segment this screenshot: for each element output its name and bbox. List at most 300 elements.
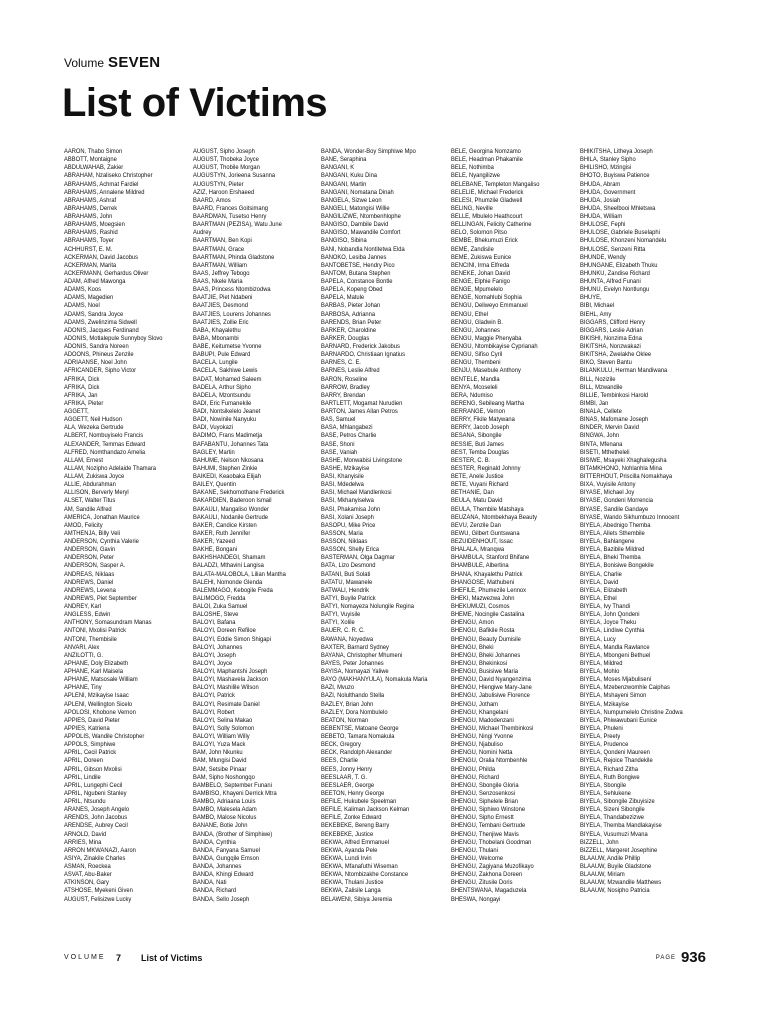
list-item: BANGISO, Mawandile Comfort: [321, 229, 401, 237]
list-item: BANDA, Fanyana Samuel: [193, 846, 260, 854]
list-item: BAATJIES, Lourens Johannes: [193, 310, 271, 318]
list-item: AUGUSTYN, Jorieena Susanna: [193, 172, 276, 180]
list-item: BEME, Zandisile: [451, 245, 494, 253]
list-item: BEMBE, Bhekumuzi Erick: [451, 237, 518, 245]
list-item: ADONIS, Sandra Noreen: [64, 343, 129, 350]
list-item: BEULA, Thembile Matshaya: [451, 505, 524, 513]
list-item: BHENGU, Bheki Johannes: [451, 651, 521, 659]
list-item: BEES, Charlie: [321, 757, 359, 765]
list-item: BIYELA, Phuleni: [580, 724, 623, 732]
list-item: ACHHURST, E. M.: [64, 245, 113, 253]
list-item: BHENGU, Sbongile Gloria: [451, 781, 519, 789]
list-item: ADAM, Alfred Mawonga: [64, 278, 126, 285]
list-item: BIYELA, Mohlo: [580, 668, 620, 675]
list-item: BIEHL, Amy: [580, 310, 612, 318]
list-item: BETE, Vuyani Richard: [451, 481, 509, 489]
list-item: BAIKEDI, Keaobaka Elijah: [193, 473, 261, 480]
list-item: ADAMS, Sandra Joyce: [64, 310, 124, 318]
list-item: BARTON, James Allan Petros: [321, 408, 398, 415]
list-item: BASA, Mhlangabezi: [321, 424, 373, 432]
list-item: ALLAM, Ernest: [64, 456, 103, 464]
list-item: AFRIKA, Dick: [64, 383, 100, 391]
list-item: BLAAUW, Mzwandile Matthews: [580, 879, 662, 887]
list-item: ADONIS, Motlalepule Sunnyboy Slovo: [64, 334, 163, 342]
list-item: BIYELA, Sizeni Sibongile: [580, 806, 645, 814]
list-item: BASI, Mdedelwa: [321, 481, 364, 489]
list-item: BARBOSA, Adrianna: [321, 310, 376, 318]
list-item: BIYELA, Mandla Rawlance: [580, 643, 650, 651]
list-item: BAKAULI, Nodanile Gertrude: [193, 513, 269, 521]
list-item: BEES, Jonny Henry: [321, 765, 373, 773]
list-item: BALOYI, Eddie Simon Shigapi: [193, 635, 271, 643]
list-item: BETE, Anele Justice: [451, 473, 504, 480]
list-item: ANGLESS, Edwin: [64, 611, 111, 619]
list-item: ALFRED, Nomthandazo Amelia: [64, 448, 146, 456]
list-item: BHENGU, Bafikile Rosta: [451, 627, 515, 635]
list-item: BETHANIE, Dan: [451, 489, 494, 497]
list-item: ASMAN, Roeckea: [64, 863, 111, 870]
list-item: BERA, Ndumiso: [451, 391, 493, 399]
list-item: BEKWA, Ayanda Pele: [321, 846, 378, 854]
list-item: BENGE, Elphie Fanigo: [451, 278, 510, 285]
list-item: BAYISA, Nomayazi Yaliwe: [321, 668, 389, 675]
list-item: BENJU, Masebule Anthony: [451, 367, 521, 375]
list-item: BENGU, Thembeni: [451, 359, 501, 367]
list-item: BALOYI, Joseph: [193, 651, 236, 659]
list-item: ALSET, Walter Titus: [64, 497, 116, 505]
list-item: BIYELA, Joyce Theku: [580, 619, 637, 627]
list-item: APHANE, Matsosale William: [64, 676, 138, 684]
list-item: BHULOSE, Khonzeni Nomandelu: [580, 237, 667, 245]
list-item: BIYELA, John Qondeni: [580, 611, 640, 619]
list-item: BHENGU, Siphiwo Winstone: [451, 806, 526, 814]
list-item: BISETI, Mthetheleli: [580, 448, 630, 456]
list-item: BASE, Shoni: [321, 440, 355, 448]
list-item: ANDREAS, Niklaas: [64, 570, 115, 578]
list-item: BELE, Nothimba: [451, 164, 494, 172]
list-item: BILLIE, Tembinkosi Harold: [580, 391, 649, 399]
list-item: BARNES, Leslie Alfred: [321, 367, 380, 375]
list-item: BIYELA, Ruth Bongiwe: [580, 773, 640, 781]
list-item: BAZLEY, Brian John: [321, 700, 374, 708]
list-item: AMTHENJA, Billy Veli: [64, 529, 121, 537]
list-column: [64, 148, 188, 904]
list-item: BENGU, Ntombikayise Cyprianah: [451, 343, 538, 350]
list-item: BASSON, Maria: [321, 529, 363, 537]
list-item: AFRIKA, Pieter: [64, 399, 104, 407]
list-item: BAARTMAN (PEZISA), Watu June: [193, 221, 282, 229]
list-item: BILL, Nozizile: [580, 375, 616, 383]
volume-word: Volume: [64, 56, 105, 70]
list-item: BLAAUW, Nosipho Patricia: [580, 887, 650, 895]
list-item: BERRY, Jacob Joseph: [451, 424, 510, 432]
list-item: BAKHE, Bongani: [193, 546, 238, 554]
list-item: BATYI, Xolile: [321, 619, 355, 627]
list-item: BEBETO, Tamara Nomakula: [321, 733, 395, 740]
list-item: BIYELA, Bheki Themba: [580, 554, 641, 562]
list-item: ADOONS, Phineus Zenzile: [64, 351, 134, 359]
list-item: ATSHOSE, Myekeni Given: [64, 887, 133, 895]
list-item: ANDERSON, Gavin: [64, 546, 116, 554]
list-item: BIYELA, Sehlukene: [580, 789, 631, 797]
list-item: BENCINI, Irma Elfreda: [451, 261, 510, 269]
list-item: BABA, Mbonambi: [193, 334, 239, 342]
list-column: [193, 148, 317, 904]
list-item: BAKER, Candice Kirsten: [193, 521, 257, 529]
list-item: BIYELA, Sbongile: [580, 781, 627, 789]
list-item: BAKHSHANDEGI, Shamam: [193, 554, 266, 562]
list-item: BHENTSWANA, Magaduzela: [451, 887, 527, 895]
list-item: BASTERMAN, Olga Dagmar: [321, 554, 395, 562]
list-item: BIYELA, Elizabeth: [580, 586, 628, 594]
list-item: BARNES, C. E.: [321, 359, 361, 367]
list-item: BANDA, (Brother of Simphiwe): [193, 830, 273, 838]
list-item: BATATU, Mawanele: [321, 578, 373, 586]
list-item: BHAMBULA, Stanford Bhifane: [451, 554, 530, 562]
list-item: BIKITSHA, Nonzwakazi: [580, 343, 641, 350]
list-item: BAHUME, Nelson Nkosana: [193, 456, 264, 464]
list-item: BEATON, Norman: [321, 716, 369, 724]
list-item: BHENGU, Njabuliso: [451, 741, 503, 749]
page-footer: [64, 951, 706, 967]
list-item: APLENI, Mzikayise Isaac: [64, 692, 129, 700]
list-item: APHANE, Doly Elizabeth: [64, 659, 129, 667]
list-item: ANVARI, Alex: [64, 643, 100, 651]
list-item: BINGWA, John: [580, 432, 620, 440]
list-item: ANDERSON, Sasper A.: [64, 562, 126, 570]
list-item: BHUNGANE, Elizabeth Thuku: [580, 261, 658, 269]
footer-title: List of Victims: [141, 953, 203, 963]
list-item: AGGETT,: [64, 408, 89, 415]
list-item: BANDA, Johannes: [193, 863, 242, 870]
list-item: BASI, Mkhanyiselwa: [321, 497, 374, 505]
list-item: BIYELA, Thandabezizwe: [580, 814, 644, 822]
list-item: BHENGU, Senzosenkosi: [451, 789, 516, 797]
list-item: BHUNU, Evelyn Nontlungu: [580, 286, 650, 294]
list-item: BHEME, Nocingile Castalina: [451, 611, 525, 619]
list-item: BALOSHE, Steve: [193, 611, 239, 619]
list-item: BERRANGE, Vernon: [451, 408, 506, 415]
volume-number: SEVEN: [108, 54, 161, 71]
list-item: ABRAHAMS, John: [64, 213, 113, 220]
list-item: BAPELA, Constance Bontle: [321, 278, 393, 285]
list-item: BHESWA, Nongayi: [451, 895, 501, 903]
list-item: BEWU, Gilbert Guntswana: [451, 529, 520, 537]
list-item: BIYELA, Moses Mjabulisení: [580, 676, 652, 684]
list-item: AMOD, Felicity: [64, 521, 103, 529]
list-item: BADI, Eric Fumanekile: [193, 399, 252, 407]
list-item: BIKITSHA, Zwelakhe Oklee: [580, 351, 652, 359]
list-item: ALLAM, Zukiswa Joyce: [64, 473, 125, 480]
list-item: BIKO, Steven Bantu: [580, 359, 632, 367]
list-item: BIYELA, Charlie: [580, 570, 622, 578]
list-item: APRIL, Lungephi Cecil: [64, 781, 123, 789]
list-item: BASHE, Mzikayise: [321, 464, 370, 472]
list-item: BHUDA, Josiah: [580, 196, 621, 204]
list-item: BAARTMAN, Phinda Gladstone: [193, 253, 275, 261]
list-item: BANTOBETSE, Hendry Pico: [321, 261, 395, 269]
list-item: APRIL, Lindile: [64, 773, 101, 781]
list-item: BAKER, Ruth Jennifer: [193, 529, 251, 537]
list-item: BHENGU, Bhekinkosi: [451, 659, 508, 667]
list-item: BIYASE, Wando Sikhumbuzo Innocent: [580, 513, 680, 521]
list-item: BALEMMAGO, Kebogile Freda: [193, 586, 273, 594]
page-number: 936: [680, 949, 706, 966]
list-item: BEKWA, Ntombizakhe Constance: [321, 871, 409, 879]
list-item: ABRAHAMS, Achmat Fardiel: [64, 180, 139, 188]
list-item: BIYELA, Mshayeni Simon: [580, 692, 647, 700]
list-item: BAM, Sipho Noshongqo: [193, 773, 255, 781]
list-item: BAAS, Jeffrey Tebogo: [193, 269, 250, 277]
list-item: BALEHI, Nomonde Glenda: [193, 578, 263, 586]
list-item: BELLINGAN, Felicity Catherine: [451, 221, 532, 229]
list-item: APPIES, Katriena: [64, 724, 110, 732]
list-item: BAATJIES, Desmond: [193, 302, 248, 310]
list-item: BALATA-MALOBOLA, Lilian Mantha: [193, 570, 286, 578]
list-item: BANDA, Khingi Edward: [193, 871, 254, 879]
list-item: APRIL, Gibson Mxolisi: [64, 765, 122, 773]
list-item: ABRAHAMS, Rashid: [64, 229, 118, 237]
list-item: BIYELA, Lindiwe Cynthia: [580, 627, 645, 635]
list-item: BAMBO, Malesela Adam: [193, 806, 257, 814]
list-item: BATWALI, Hendrik: [321, 586, 369, 594]
list-item: BHIKITSHA, Litheya Joseph: [580, 148, 653, 155]
list-item: BANANE, Botie John: [193, 822, 248, 830]
list-item: BIYELA, Preety: [580, 733, 621, 740]
list-item: BAARTMAN, William: [193, 261, 247, 269]
list-item: ALLAM, Nozipho Adelaide Thamara: [64, 464, 156, 472]
list-item: BAWANA, Noyedwa: [321, 635, 374, 643]
list-item: BHOTO, Buyiswa Patience: [580, 172, 650, 180]
list-item: BALOYI, Robert: [193, 708, 235, 716]
list-item: BAM, John Nkunku: [193, 749, 243, 757]
list-item: BADIMO, Frans Madimetja: [193, 432, 263, 440]
list-item: APRIL, Doreen: [64, 757, 103, 765]
list-item: BATANI, Buti Solati: [321, 570, 371, 578]
list-item: BEKWA, Alfred Emmanuel: [321, 838, 390, 846]
list-item: BALADZI, Mthavini Langisa: [193, 562, 264, 570]
list-item: BEME, Zukiswa Eunice: [451, 253, 512, 261]
list-item: BASSON, Niklaas: [321, 538, 368, 545]
list-item: BANGISO, Dambile David: [321, 221, 389, 229]
list-item: BECK, Gregory: [321, 741, 361, 749]
list-item: BELE, Georgina Nomzamo: [451, 148, 521, 155]
list-item: BALOYI, Mashavela Jackson: [193, 676, 269, 684]
list-item: BENGU, Ethel: [451, 310, 489, 318]
list-item: BAKER, Yazeed: [193, 538, 235, 545]
list-item: BHULOSE, Gabriele Buselaphi: [580, 229, 660, 237]
list-item: BAKAULI, Mangaliso Wonder: [193, 505, 269, 513]
list-item: BIYASE, Michael Joy: [580, 489, 635, 497]
list-item: BEETON, Henry George: [321, 789, 385, 797]
list-item: BAHUMI, Stephen Zinkie: [193, 464, 258, 472]
list-item: ARNOLD, David: [64, 830, 107, 838]
list-item: APPOLS, Simphiwe: [64, 741, 116, 749]
list-item: BHILISHO, Mzingisi: [580, 164, 632, 172]
list-item: BAMBELO, September Funani: [193, 781, 272, 789]
list-item: BIYELA, Ivy Thandi: [580, 603, 631, 610]
list-item: BAAS, Nkele Maria: [193, 278, 243, 285]
list-item: BIYELA, Abednigo Themba: [580, 521, 651, 529]
list-item: ALEXANDER, Temmas Edward: [64, 440, 146, 448]
list-item: BALIMOGO, Fredda: [193, 594, 246, 602]
list-item: BARTLETT, Mogamat Nurudien: [321, 399, 403, 407]
list-item: BASSON, Shelly Erica: [321, 546, 379, 554]
victims-list: [0, 148, 768, 938]
list-item: BERENG, Sebileang Martha: [451, 399, 525, 407]
list-item: BARROW, Bradley: [321, 383, 370, 391]
list-item: BIYELA, Prudence: [580, 741, 629, 749]
list-item: BATYI, Vuyisile: [321, 611, 361, 619]
list-item: BHUNDE, Wendy: [580, 253, 626, 261]
list-item: BIYELA, Rejoice Thandekile: [580, 757, 653, 765]
list-item: BENGU, Gladwin B.: [451, 318, 503, 326]
list-item: ACKERMANN, Gerhardus Oliver: [64, 269, 149, 277]
list-item: BIYELA, Bahlangene: [580, 538, 635, 545]
list-item: ANTONI, Mxolisi Patrick: [64, 627, 127, 635]
list-item: BAS, Samuel: [321, 416, 356, 424]
list-item: ALA, Wezeka Gertrude: [64, 424, 124, 432]
list-item: BEST, Temba Douglas: [451, 448, 509, 456]
list-item: BAMBISO, Khayeni Derrick Mtra: [193, 789, 277, 797]
list-item: BASE, Vaniah: [321, 448, 358, 456]
list-item: BANGELA, Sizwe Leon: [321, 196, 382, 204]
list-item: BENGE, Nomahlubi Sophia: [451, 294, 522, 302]
list-item: AM, Sandile Alfred: [64, 505, 112, 513]
list-item: BAKANE, Sekhomothane Frederick: [193, 489, 285, 497]
list-item: BHENGU, Madodenzani: [451, 716, 514, 724]
list-item: BEKWA, Lundi Irvin: [321, 854, 372, 862]
list-item: BANGANI, Kuku Dina: [321, 172, 378, 180]
list-item: BILANKULU, Herman Mandiwana: [580, 367, 668, 375]
list-item: BALOI, Zuka Samuel: [193, 603, 248, 610]
list-item: BARENDS, Brian Peter: [321, 318, 382, 326]
list-item: BHENGU, Jabulisiwe Florence: [451, 692, 530, 700]
list-item: ARANES, Joseph Angelo: [64, 806, 130, 814]
list-item: BALOYI, Yuza Mack: [193, 741, 246, 749]
list-item: BACELA, Lungile: [193, 359, 238, 367]
list-item: BELELIE, Michael Frederick: [451, 188, 524, 196]
list-item: AUGUST, Sipho Joseph: [193, 148, 255, 155]
list-item: BHUNTA, Alfred Funani: [580, 278, 641, 285]
list-item: BEESLAAR, T. G.: [321, 773, 367, 781]
list-item: BIKISHI, Nonzima Edna: [580, 334, 642, 342]
list-item: BIYELA, Allets Sthembile: [580, 529, 645, 537]
list-item: BANDA, Gungqile Emson: [193, 854, 260, 862]
list-item: BHILA, Stanley Sipho: [580, 156, 636, 164]
list-item: ADONIS, Jacques Ferdinand: [64, 326, 139, 334]
list-item: ANDREY, Karl: [64, 603, 101, 610]
list-item: BAFABANTU, Johannes Tata: [193, 440, 269, 448]
list-item: BAYO (MAKHANYULA), Nomakula Maria: [321, 676, 428, 684]
list-item: BASI, Xolani Joseph: [321, 513, 374, 521]
list-item: ABRAHAM, Nzaliseko Christopher: [64, 172, 153, 180]
list-item: BHULOSE, Senzeni Ritta: [580, 245, 646, 253]
list-item: BINALA, Cellete: [580, 408, 622, 415]
list-item: BLAAUW, Andile Phillip: [580, 854, 641, 862]
list-item: BAUER, C. R. C.: [321, 627, 365, 635]
list-item: AUGUST, Thobeka Joyce: [193, 156, 259, 164]
list-item: BIYELA, Mildred: [580, 659, 623, 667]
list-item: BASI, Khanyisile: [321, 473, 364, 480]
list-item: BANGELI, Matongisi Willie: [321, 204, 390, 212]
list-item: ADAMS, Magedien: [64, 294, 114, 302]
list-item: APPIES, David Pieter: [64, 716, 120, 724]
list-item: BALOYI, Johannes: [193, 643, 243, 651]
list-item: BAM, Mlungisi David: [193, 757, 247, 765]
list-item: BARNARDO, Christiaan Ignatius: [321, 351, 406, 359]
list-item: ADAMS, Zwelinzima Sidwell: [64, 318, 137, 326]
list-item: APLENI, Wellington Sicelo: [64, 700, 133, 708]
list-item: BAARTMAN, Ben Kopi: [193, 237, 252, 245]
list-item: BHUDA, Government: [580, 188, 636, 196]
list-item: BAAS, Princess Ntombizodwa: [193, 286, 271, 294]
list-item: APRIL, Ntsundu: [64, 798, 106, 805]
list-item: BENTELE, Mandla: [451, 375, 500, 383]
list-item: ABRAHAMS, Derrek: [64, 204, 118, 212]
list-item: BIYELA, Qondeni Maureen: [580, 749, 650, 757]
list-item: BAPELA, Kopeng Obed: [321, 286, 383, 294]
list-item: BANTOM, Butana Stephen: [321, 269, 391, 277]
list-item: BALOYI, Patrick: [193, 692, 235, 700]
list-item: BEESLAER, George: [321, 781, 375, 789]
list-item: BIYELA, Bazibile Mildred: [580, 546, 645, 554]
list-item: BENGU, Johannes: [451, 326, 500, 334]
list-item: BENEKE, Johan David: [451, 269, 510, 277]
list-item: BECK, Randolph Alexander: [321, 749, 393, 757]
list-item: BEFILE, Zonke Edward: [321, 814, 382, 822]
list-item: AUGUSTYN, Pieter: [193, 180, 244, 188]
list-item: BHUDA, Abram: [580, 180, 621, 188]
list-item: BEULA, Matu David: [451, 497, 503, 505]
list-item: BHENGU, Michael Thembinkosi: [451, 724, 534, 732]
list-item: ASIYA, Zinakile Charles: [64, 854, 126, 862]
list-item: BALOYI, Doreen Refiloe: [193, 627, 256, 635]
list-item: BARBAS, Pieter Johan: [321, 302, 381, 310]
list-item: AUGUST, Thobile Morgan: [193, 164, 260, 172]
list-item: BIYELA, Bonisiwe Bongekile: [580, 562, 654, 570]
list-item: BHUDA, William: [580, 213, 623, 220]
list-item: BALOYI, Mashilile Wilson: [193, 684, 259, 692]
list-item: AUGUST, Felisizwe Lucky: [64, 895, 132, 903]
list-item: BESANA, Sibongile: [451, 432, 502, 440]
list-item: BABUPI, Pule Edward: [193, 351, 251, 359]
list-item: BALOYI, Maphantshi Joseph: [193, 668, 268, 675]
list-item: BALOYI, Solly Solomon: [193, 724, 255, 732]
list-item: Audrey: [193, 229, 212, 237]
list-item: BHENGU, Khangelani: [451, 708, 508, 716]
list-item: BIGGARS, Clifford Henry: [580, 318, 645, 326]
list-item: BACELA, Sakhiwe Lewis: [193, 367, 258, 375]
list-item: BANI, Nobandla Nontitetwa Elda: [321, 245, 405, 253]
list-item: BHUNKU, Zandise Richard: [580, 269, 650, 277]
list-item: BANGANI, Martin: [321, 180, 367, 188]
list-item: ATKINSON, Gary: [64, 879, 109, 887]
list-item: BISIWE, Msayeki Xhaghalegusha: [580, 456, 667, 464]
list-item: BANGANI, Nomatana Dinah: [321, 188, 394, 196]
list-item: BANE, Seraphina: [321, 156, 367, 164]
list-item: BAM, Setsibe Pinaar: [193, 765, 247, 773]
list-item: AFRICANDER, Sipho Victor: [64, 367, 137, 375]
list-item: BAARDMAN, Tusetso Henry: [193, 213, 267, 220]
list-item: BALOYI, William Willy: [193, 733, 250, 740]
list-item: ABRAHAMS, Toyer: [64, 237, 114, 245]
list-item: ARENDS, John Jacobus: [64, 814, 128, 822]
footer-volume-number: 7: [116, 953, 122, 963]
list-item: BENGE, Mpumelelo: [451, 286, 503, 294]
list-item: BEBENTSE, Matoane George: [321, 724, 399, 732]
list-item: BEKEBEKE, Justice: [321, 830, 374, 838]
